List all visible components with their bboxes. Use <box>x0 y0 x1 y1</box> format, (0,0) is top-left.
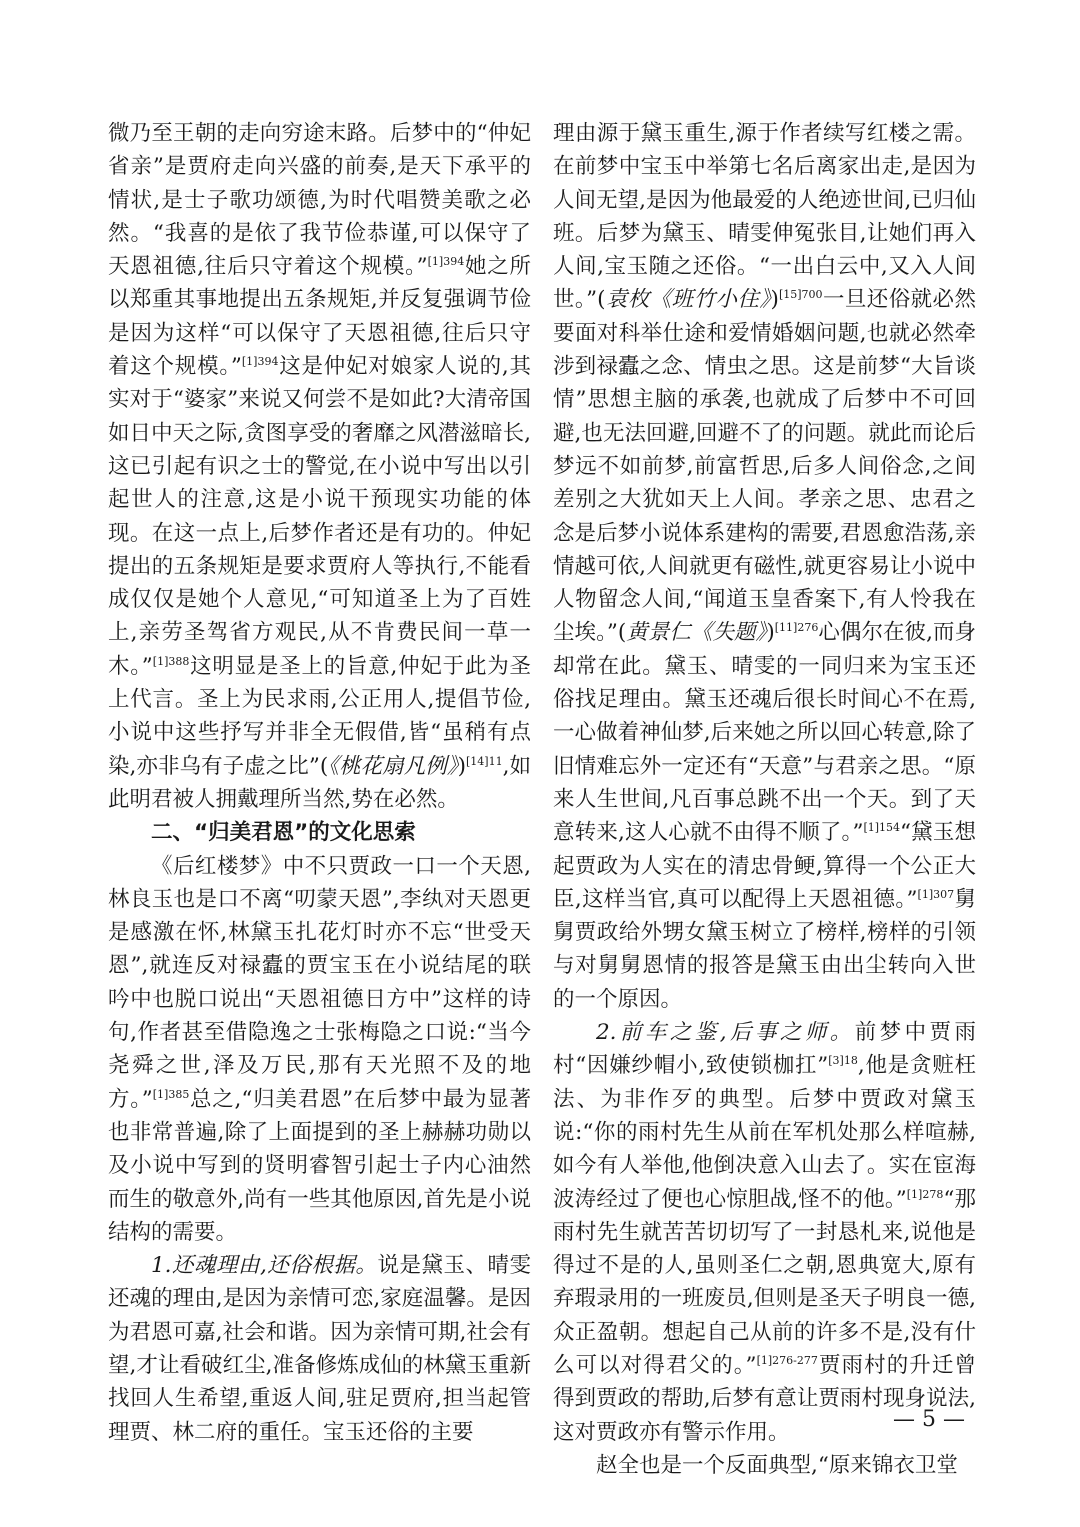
citation-ref: [1]388 <box>152 654 190 668</box>
citation-ref: [1]394 <box>241 354 279 368</box>
subsection-title: 2.前车之鉴,后事之师。 <box>596 1020 855 1046</box>
citation-ref: [1]394 <box>427 255 465 269</box>
citation-ref: [1]276-277 <box>756 1353 818 1367</box>
left-paragraph-1: 微乃至王朝的走向穷途末路。后梦中的“仲妃省亲”是贾府走向兴盛的前奏,是天下承平的情状,是士子歌功颂德,为时代唱赞美歌之必然。“我喜的是依了我节俭恭谨,可以保守了天恩祖德,往后只守着这个规模。”$^{[1]394}$她之所以郑重其事地提出五条规矩,并反复强调节俭是因为这样“可以保守了天恩祖德,往后只守着这个规模。”$^{[1]394}$这是仲妃对娘家人说的,其实对于“婆家”来说又何尝不是如此?大清帝国如日中天之际,贪图享受的奢靡之风潜滋暗长,这已引起有识之士的警觉,在小说中写出以引起世人的注意,这是小说干预现实功能的体现。在这一点上,后梦作者还是有功的。仲妃提出的五条规矩是要求贾府人等执行,不能看成仅仅是她个人意见,“可知道圣上为了百姓上,亲劳圣驾省方观民,从不肯费民间一草一木。”$^{[1]388}$这明显是圣上的旨意,仲妃于此为圣上代言。圣上为民求雨,公正用人,提倡节俭,小说中这些抒写并非全无假借,皆“虽稍有点染,亦非乌有子虚之比”(《桃花扇凡例》)$^{[14]11}$,如此明君被人拥戴理所当然,势在必然。 <box>108 121 531 812</box>
citation-ref: [11]276 <box>774 621 819 635</box>
left-paragraph-3: 1.还魂理由,还俗根据。说是黛玉、晴雯还魂的理由,是因为亲情可恋,家庭温馨。是因为君恩可嘉,社会和谐。因为亲情可期,社会有望,才让看破红尘,准备修炼成仙的林黛玉重新找回人生希望,重返人间,驻足贾府,担当起管理贾、林二府的重任。宝玉还俗的主要 <box>108 1253 531 1445</box>
citation-ref: [1]385 <box>152 1087 190 1101</box>
right-paragraph-3: 赵全也是一个反面典型,“原来锦衣卫堂 <box>596 1452 958 1478</box>
left-paragraph-2: 《后红楼梦》中不只贾政一口一个天恩,林良玉也是口不离“叨蒙天恩”,李纨对天恩更是感激在怀,林黛玉扎花灯时亦不忘“世受天恩”,就连反对禄蠹的贾宝玉在小说结尾的联吟中也脱口说出“天恩祖德日方中”这样的诗句,作者甚至借隐逸之士张梅隐之口说:“当今尧舜之世,泽及万民,那有天光照不及的地方。”$^{[1]385}$总之,“归美君恩”在后梦中最为显著也非常普遍,除了上面提到的圣上赫赫功勋以及小说中写到的贤明睿智引起士子内心油然而生的敬意外,尚有一些其他原因,首先是小说结构的需要。 <box>108 853 531 1245</box>
citation-ref: [14]11 <box>466 754 503 768</box>
right-column <box>553 117 976 1482</box>
subsection-title: 1.还魂理由,还俗根据。 <box>151 1253 378 1279</box>
citation-ref: [1]307 <box>917 887 955 901</box>
work-title: 袁枚《班竹小住》 <box>605 287 771 313</box>
citation-ref: [15]700 <box>778 288 823 302</box>
left-column <box>108 117 531 1449</box>
right-paragraph-2: 2.前车之鉴,后事之师。前梦中贾雨村“因嫌纱帽小,致使锁枷扛”$^{[3]18}$,他是贪赃枉法、为非作歹的典型。后梦中贾政对黛玉说:“你的雨村先生从前在军机处那么样喧赫,如今有人举他,他倒决意入山去了。实在宦海波涛经过了便也心惊胆战,怪不的他。”$^{[1]278}$“那雨村先生就苦苦切切写了一封恳札来,说他是得过不是的人,虽则圣仁之朝,恩典宽大,原有弃瑕录用的一班废员,但则是圣天子明良一德,众正盈朝。想起自己从前的许多不是,没有什么可以对得君父的。”$^{[1]276-277}$贾雨村的升迁曾得到贾政的帮助,后梦有意让贾雨村现身说法,这对贾政亦有警示作用。 <box>553 1020 976 1445</box>
citation-ref: [3]18 <box>828 1054 858 1068</box>
section-heading: 二、“归美君恩”的文化思索 <box>151 820 416 846</box>
page-number: — 5 — <box>893 1407 965 1432</box>
work-title: 《桃花扇凡例》 <box>328 753 458 779</box>
citation-ref: [1]154 <box>863 821 901 835</box>
work-title: 黄景仁《失题》 <box>626 620 767 646</box>
right-paragraph-1: 理由源于黛玉重生,源于作者续写红楼之需。在前梦中宝玉中举第七名后离家出走,是因为人间无望,是因为他最爱的人绝迹世间,已归仙班。后梦为黛玉、晴雯伸冤张目,让她们再入人间,宝玉随之还俗。“一出白云中,又入人间世。”(袁枚《班竹小住》)$^{[15]700}$一旦还俗就必然要面对科举仕途和爱情婚姻问题,也就必然牵涉到禄蠹之念、情虫之思。这是前梦“大旨谈情”思想主脑的承袭,也就成了后梦中不可回避,也无法回避,回避不了的问题。就此而论后梦远不如前梦,前富哲思,后多人间俗念,之间差别之大犹如天上人间。孝亲之思、忠君之念是后梦小说体系建构的需要,君恩愈浩荡,亲情越可依,人间就更有磁性,就更容易让小说中人物留念人间,“闻道玉皇香案下,有人怜我在尘埃。”(黄景仁《失题》)$^{[11]276}$心偶尔在彼,而身却常在此。黛玉、晴雯的一同归来为宝玉还俗找足理由。黛玉还魂后很长时间心不在焉,一心做着神仙梦,后来她之所以回心转意,除了旧情难忘外一定还有“天意”与君亲之思。“原来人生世间,凡百事总跳不出一个天。到了天意转来,这人心就不由得不顺了。”$^{[1]154}$“黛玉想起贾政为人实在的清忠骨鲠,算得一个公正大臣,这样当官,真可以配得上天恩祖德。”$^{[1]307}$舅舅贾政给外甥女黛玉树立了榜样,榜样的引领与对舅舅恩情的报答是黛玉由出尘转向入世的一个原因。 <box>553 121 976 1012</box>
citation-ref: [1]278 <box>906 1187 944 1201</box>
